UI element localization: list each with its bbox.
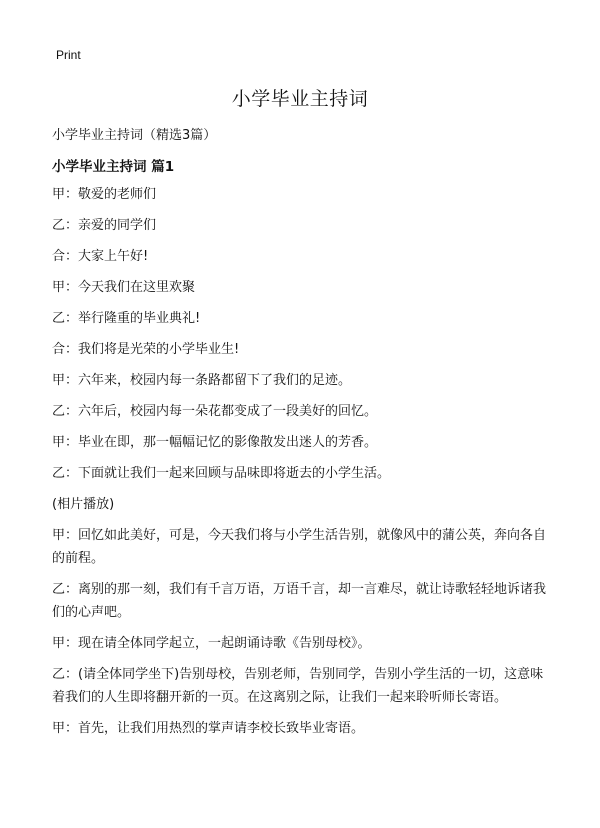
script-line: 甲：现在请全体同学起立，一起朗诵诗歌《告别母校》。 (52, 636, 371, 651)
script-lines (52, 183, 548, 740)
stage-direction: (相片播放) (52, 497, 115, 512)
document-title: 小学毕业主持词 (231, 88, 369, 110)
script-line: 合：我们将是光荣的小学毕业生! (52, 342, 240, 357)
script-line: 乙：下面就让我们一起来回顾与品味即将逝去的小学生活。 (52, 466, 391, 481)
section-heading: 小学毕业主持词 篇1 (52, 159, 175, 175)
script-line: 甲：敬爱的老师们 (52, 187, 157, 202)
script-line: 乙：(请全体同学坐下)告别母校，告别老师，告别同学，告别小学生活的一切，这意味着我们的人生即将翻开新的一页。在这离别之际，让我们一起来聆听师长寄语。 (52, 667, 544, 705)
script-line: 乙：六年后，校园内每一朵花都变成了一段美好的回忆。 (52, 404, 378, 419)
script-line: 甲：回忆如此美好，可是，今天我们将与小学生活告别，就像风中的蒲公英，奔向各自的前程。 (52, 528, 547, 566)
print-link[interactable]: Print (56, 48, 81, 62)
script-line: 甲：六年来，校园内每一条路都留下了我们的足迹。 (52, 373, 352, 388)
script-line: 甲：首先，让我们用热烈的掌声请李校长致毕业寄语。 (52, 721, 365, 736)
script-line: 乙：举行隆重的毕业典礼! (52, 311, 201, 326)
script-line: 甲：毕业在即，那一幅幅记忆的影像散发出迷人的芳香。 (52, 435, 378, 450)
script-line: 甲：今天我们在这里欢聚 (52, 280, 196, 295)
document-subtitle: 小学毕业主持词（精选3篇） (52, 128, 217, 143)
script-line: 乙：亲爱的同学们 (52, 218, 157, 233)
script-line: 乙：离别的那一刻，我们有千言万语，万语千言，却一言难尽，就让诗歌轻轻地诉诸我们的心声吧。 (52, 582, 547, 620)
script-line: 合：大家上午好! (52, 249, 149, 264)
